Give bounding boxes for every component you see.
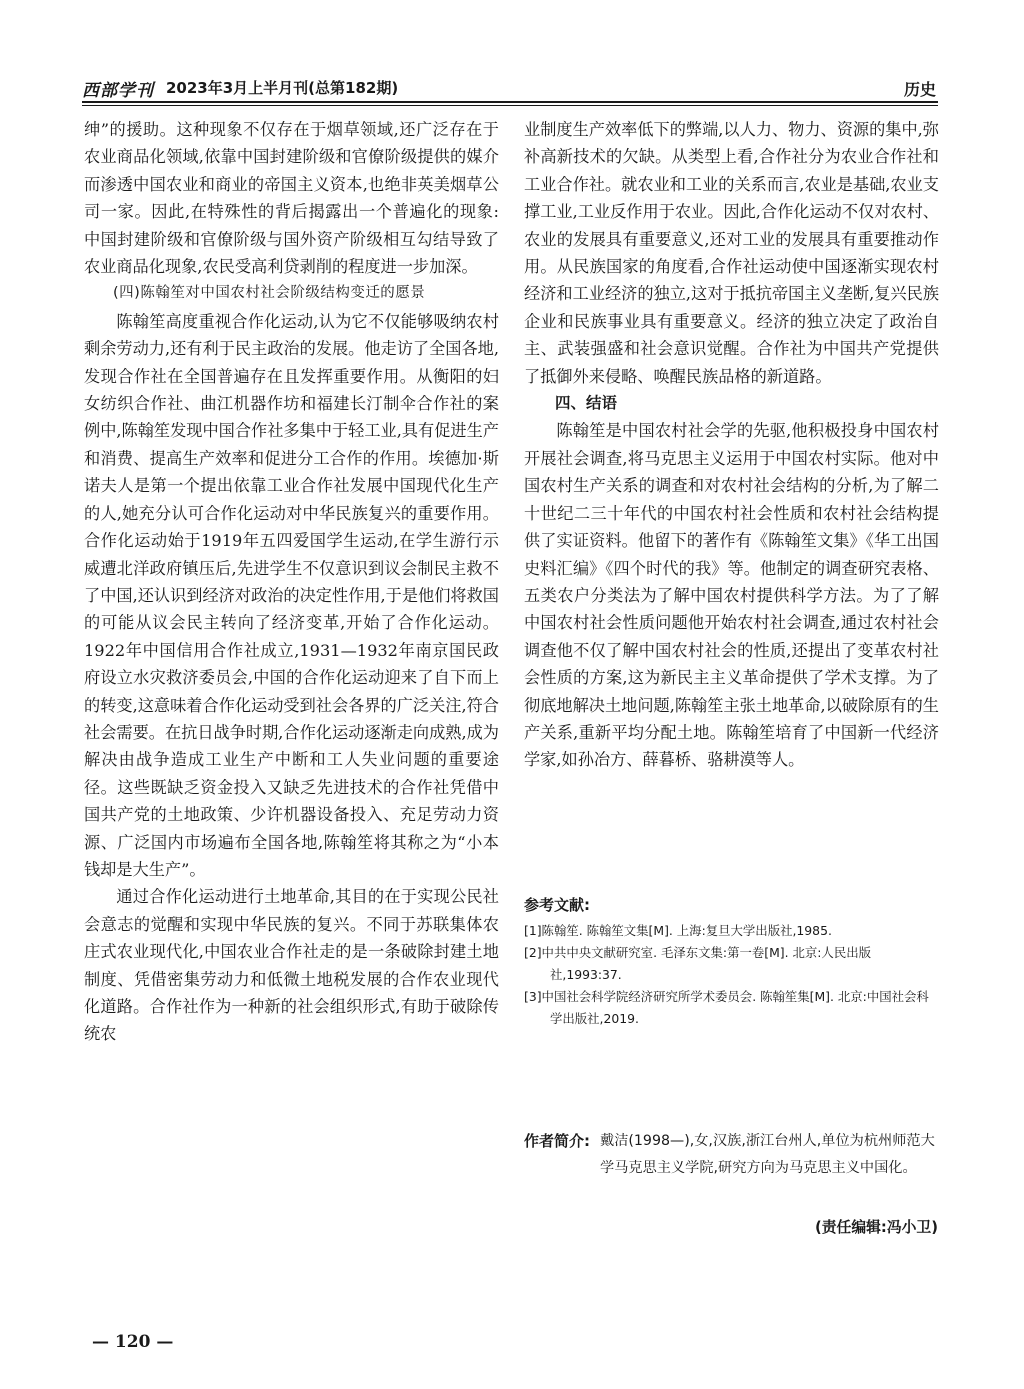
header-rule-thin (82, 105, 938, 106)
responsible-editor: (责任编辑:冯小卫) (814, 1219, 938, 1236)
section-label: 历史 (903, 80, 936, 99)
header-rule-thick (82, 101, 938, 103)
right-column (524, 116, 939, 774)
paragraph: 绅”的援助。这种现象不仅存在于烟草领域,还广泛存在于农业商品化领域,依靠中国封建阶级和官僚阶级提供的媒介而渗透中国农业和商业的帝国主义资本,也绝非英美烟草公司一家。因此,在特殊性的背后揭露出一个普遍化的现象:中国封建阶级和官僚阶级与国外资产阶级相互勾结导致了农业商品化现象,农民受高利贷剥削的程度进一步加深。 (84, 120, 499, 277)
journal-logo: 西部学刊 (82, 81, 154, 101)
author-intro-label: 作者简介: (524, 1132, 590, 1150)
page-number: — 120 — (92, 1332, 174, 1352)
references-list (524, 920, 939, 1030)
issue-info: 2023年3月上半月刊(总第182期) (166, 79, 399, 97)
author-intro (524, 1128, 939, 1182)
author-intro-text: 戴洁(1998—),女,汉族,浙江台州人,单位为杭州师范大学马克思主义学院,研究方向为马克思主义中国化。 (600, 1133, 935, 1176)
paragraph: 陈翰笙是中国农村社会学的先驱,他积极投身中国农村开展社会调查,将马克思主义运用于中国农村实际。他对中国农村生产关系的调查和对农村社会结构的分析,为了解二十世纪二三十年代的中国农村社会性质和农村社会结构提供了实证资料。他留下的著作有《陈翰笙文集》《华工出国史料汇编》《四个时代的我》等。他制定的调查研究表格、五类农户分类法为了解中国农村提供科学方法。为了了解中国农村社会性质问题他开始农村社会调查,通过农村社会调查他不仅了解中国农村社会的性质,还提出了变革农村社会性质的方案,这为新民主主义革命提供了学术支撑。为了彻底地解决土地问题,陈翰笙主张土地革命,以破除原有的生产关系,重新平均分配土地。陈翰笙培育了中国新一代经济学家,如孙冶方、薛暮桥、骆耕漠等人。 (524, 421, 939, 770)
reference-item: [3]中国社会科学院经济研究所学术委员会. 陈翰笙集[M]. 北京:中国社会科学出版社,2019. (524, 989, 929, 1026)
references-title: 参考文献: (524, 896, 590, 914)
paragraph: 业制度生产效率低下的弊端,以人力、物力、资源的集中,弥补高新技术的欠缺。从类型上看,合作社分为农业合作社和工业合作社。就农业和工业的关系而言,农业是基础,农业支撑工业,工业反作用于农业。因此,合作化运动不仅对农村、农业的发展具有重要意义,还对工业的发展具有重要推动作用。从民族国家的角度看,合作社运动使中国逐渐实现农村经济和工业经济的独立,这对于抵抗帝国主义垄断,复兴民族企业和民族事业具有重要意义。经济的独立决定了政治自主、武装强盛和社会意识觉醒。合作社为中国共产党提供了抵御外来侵略、唤醒民族品格的新道路。 (524, 120, 939, 386)
left-column (84, 116, 499, 1048)
paragraph: 通过合作化运动进行土地革命,其目的在于实现公民社会意志的觉醒和实现中华民族的复兴。不同于苏联集体农庄式农业现代化,中国农业合作社走的是一条破除封建土地制度、凭借密集劳动力和低微土地税发展的合作农业现代化道路。合作社作为一种新的社会组织形式,有助于破除传统农 (84, 887, 499, 1044)
reference-item: [1]陈翰笙. 陈翰笙文集[M]. 上海:复旦大学出版社,1985. (524, 923, 832, 938)
section-heading: 四、结语 (555, 394, 618, 413)
reference-item: [2]中共中央文献研究室. 毛泽东文集:第一卷[M]. 北京:人民出版社,1993:37. (524, 945, 871, 982)
running-header (82, 76, 938, 102)
paragraph: 陈翰笙高度重视合作化运动,认为它不仅能够吸纳农村剩余劳动力,还有利于民主政治的发展。他走访了全国各地,发现合作社在全国普遍存在且发挥重要作用。从衡阳的妇女纺织合作社、曲江机器作坊和福建长汀制伞合作社的案例中,陈翰笙发现中国合作社多集中于轻工业,具有促进生产和消费、提高生产效率和促进分工合作的作用。埃德加·斯诺夫人是第一个提出依靠工业合作社发展中国现代化生产的人,她充分认可合作化运动对中华民族复兴的重要作用。合作化运动始于1919年五四爱国学生运动,在学生游行示威遭北洋政府镇压后,先进学生不仅意识到议会制民主救不了中国,还认识到经济对政治的决定性作用,于是他们将救国的可能从议会民主转向了经济变革,开始了合作化运动。1922年中国信用合作社成立,1931—1932年南京国民政府设立水灾救济委员会,中国的合作化运动迎来了自下而上的转变,这意味着合作化运动受到社会各界的广泛关注,符合社会需要。在抗日战争时期,合作化运动逐渐走向成熟,成为解决由战争造成工业生产中断和工人失业问题的重要途径。这些既缺乏资金投入又缺乏先进技术的合作社凭借中国共产党的土地政策、少许机器设备投入、充足劳动力资源、广泛国内市场遍布全国各地,陈翰笙将其称之为“小本钱却是大生产”。 (84, 311, 499, 879)
subheading: (四)陈翰笙对中国农村社会阶级结构变迁的愿景 (113, 285, 426, 302)
